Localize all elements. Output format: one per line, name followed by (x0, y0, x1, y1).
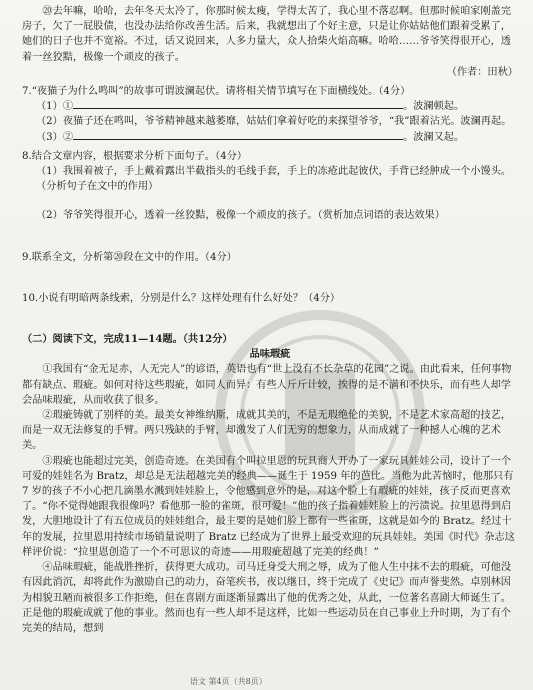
question-8 (22, 149, 518, 224)
question-9: 9.联系全文，分析第⑳段在文中的作用。（4分） (22, 251, 237, 263)
question-8-sentence-1: （1）我围着被子，手上戴着露出半截指头的毛线手套，手上的冻疮此起彼伏，手背已经肿成一个小馒头。（分析句子在文中的作用） (36, 166, 512, 193)
author-credit: （作者：田秋） (446, 66, 518, 78)
answer-space-10[interactable] (22, 306, 518, 332)
article-paragraph-2: ②瑕疵铸就了别样的美。最美女神维纳斯，成就其美的，不是无瑕绝伦的美貌，不是艺术家高超的技艺，而是一双无法修复的手臂。两只残缺的手臂，却激发了人们无穷的想象力，从而成就了一种撼人心魄的艺术美。 (22, 410, 512, 452)
question-8-stem: 8.结合文章内容，根据要求分析下面句子。（4分） (22, 150, 248, 162)
question-7-item-3-prefix: （3）② (36, 131, 74, 143)
article-paragraph-3: ③瑕疵也能超过完美，创造奇迹。在美国有个叫拉里恩的玩具商人开办了一家玩具娃娃公司，设计了一个可爱的娃娃名为 Bratz，却总是无法超越完美的经典——诞生于 1959 年的芭比。当他为此苦恼时，他那只有 7 岁的孩子不小心把几滴墨水溅到娃娃脸上，令他感到意外的是，对这个脸上有瑕疵的娃娃，孩子反而更喜欢了。“你不觉得她跟我很像吗？看他那一脸的雀斑，很可爱！”他的孩子指着娃娃脸上的污渍说。拉里恩得到启发，大胆地设计了有五位成员的娃娃组合，最主要的是她们脸上都有一些雀斑，这就是如今的 Bratz。经过十年的发展，拉里恩用持续市场销量说明了 Bratz 已经成为了世界上最受欢迎的玩具娃娃。美国《时代》杂志这样评价说：“拉里恩创造了一个不可思议的奇迹——用瑕疵超越了完美的经典！” (22, 455, 515, 558)
section-2-heading: （二）阅读下文，完成11—14题。（共12分） (22, 333, 233, 346)
question-7 (22, 84, 518, 145)
paragraph-20: ⑳去年嘛，哈哈，去年冬天太冷了，你那时候太瘦，学得太苦了，我心里不落忍啊。但那时候咱家刚盖完房子，欠了一屁股债，也没办法给你改善生活。后来，我就想出了个好主意，只是让你姑姑他们跟着受累了，她们的日子也并不宽裕。不过，话又说回来，人多力量大，众人拾柴火焰高嘛。哈哈……爷爷笑得很开心，透着一丝狡黠，极像一个顽皮的孩子。 (22, 6, 512, 63)
question-7-item-3-suffix: 。波澜又起。 (403, 131, 465, 143)
question-7-item-1 (22, 99, 518, 114)
answer-blank-2[interactable] (73, 130, 403, 140)
article-paragraph-4: ④品味瑕疵，能战胜挫折，获得更大成功。司马迁身受大刑之辱，成为了他人生中抹不去的瑕疵，可他没有因此消沉，却将此作为激励自己的动力，奋笔疾书，夜以继日，终于完成了《史记》而声誉斐然。卓别林因为相貌丑陋而被很多工作拒绝，但在喜剧方面逐渐显露出了他的优秀之处，从此，一位著名喜剧大师诞生了。正是他的瑕疵成就了他的事业。然而也有一些人却不是这样，比如一些运动员在自己事业上升时期，为了有个完美的结局，想到 (22, 562, 512, 634)
question-7-item-3 (22, 130, 518, 145)
question-7-item-2: （2）夜猫子还在鸣叫，爷爷精神越来越萎靡，姑姑们拿着好吃的来探望爷爷，“我”跟着沾光。波澜再起。 (36, 116, 512, 128)
question-7-item-1-suffix: 。波澜顿起。 (403, 101, 465, 113)
article-paragraph-1: ①我国有“金无足赤，人无完人”的谚语，英语也有“世上没有不长杂草的花园”之说。由此看来，任何事物都有缺点、瑕疵。如何对待这些瑕疵，如同人而异：有些人斤斤计较，挨得的是不满和不快乐，而有些人却学会品味瑕疵，从而收获了很多。 (22, 364, 512, 406)
question-10: 10.小说有明暗两条线索，分别是什么？这样处理有什么好处？（4分） (22, 292, 341, 304)
article-title: 品味瑕疵 (249, 348, 291, 361)
page-content (22, 4, 518, 636)
answer-space-8-2[interactable] (22, 224, 518, 250)
answer-space-9[interactable] (22, 265, 518, 291)
question-7-stem: 7.“夜猫子为什么鸣叫”的故事可谓波澜起伏。请将相关情节填写在下面横线处。（4分） (22, 86, 411, 98)
question-7-item-1-prefix: （1）① (36, 101, 74, 113)
page-footer: 语文 第4页（共8页） (190, 677, 267, 686)
answer-blank-1[interactable] (73, 99, 403, 109)
answer-space-8-1[interactable] (22, 194, 518, 208)
question-8-sentence-2: （2）爷爷笑得很开心，透着一丝狡黠，极像一个顽皮的孩子。（赏析加点词语的表达效果） (36, 210, 445, 222)
